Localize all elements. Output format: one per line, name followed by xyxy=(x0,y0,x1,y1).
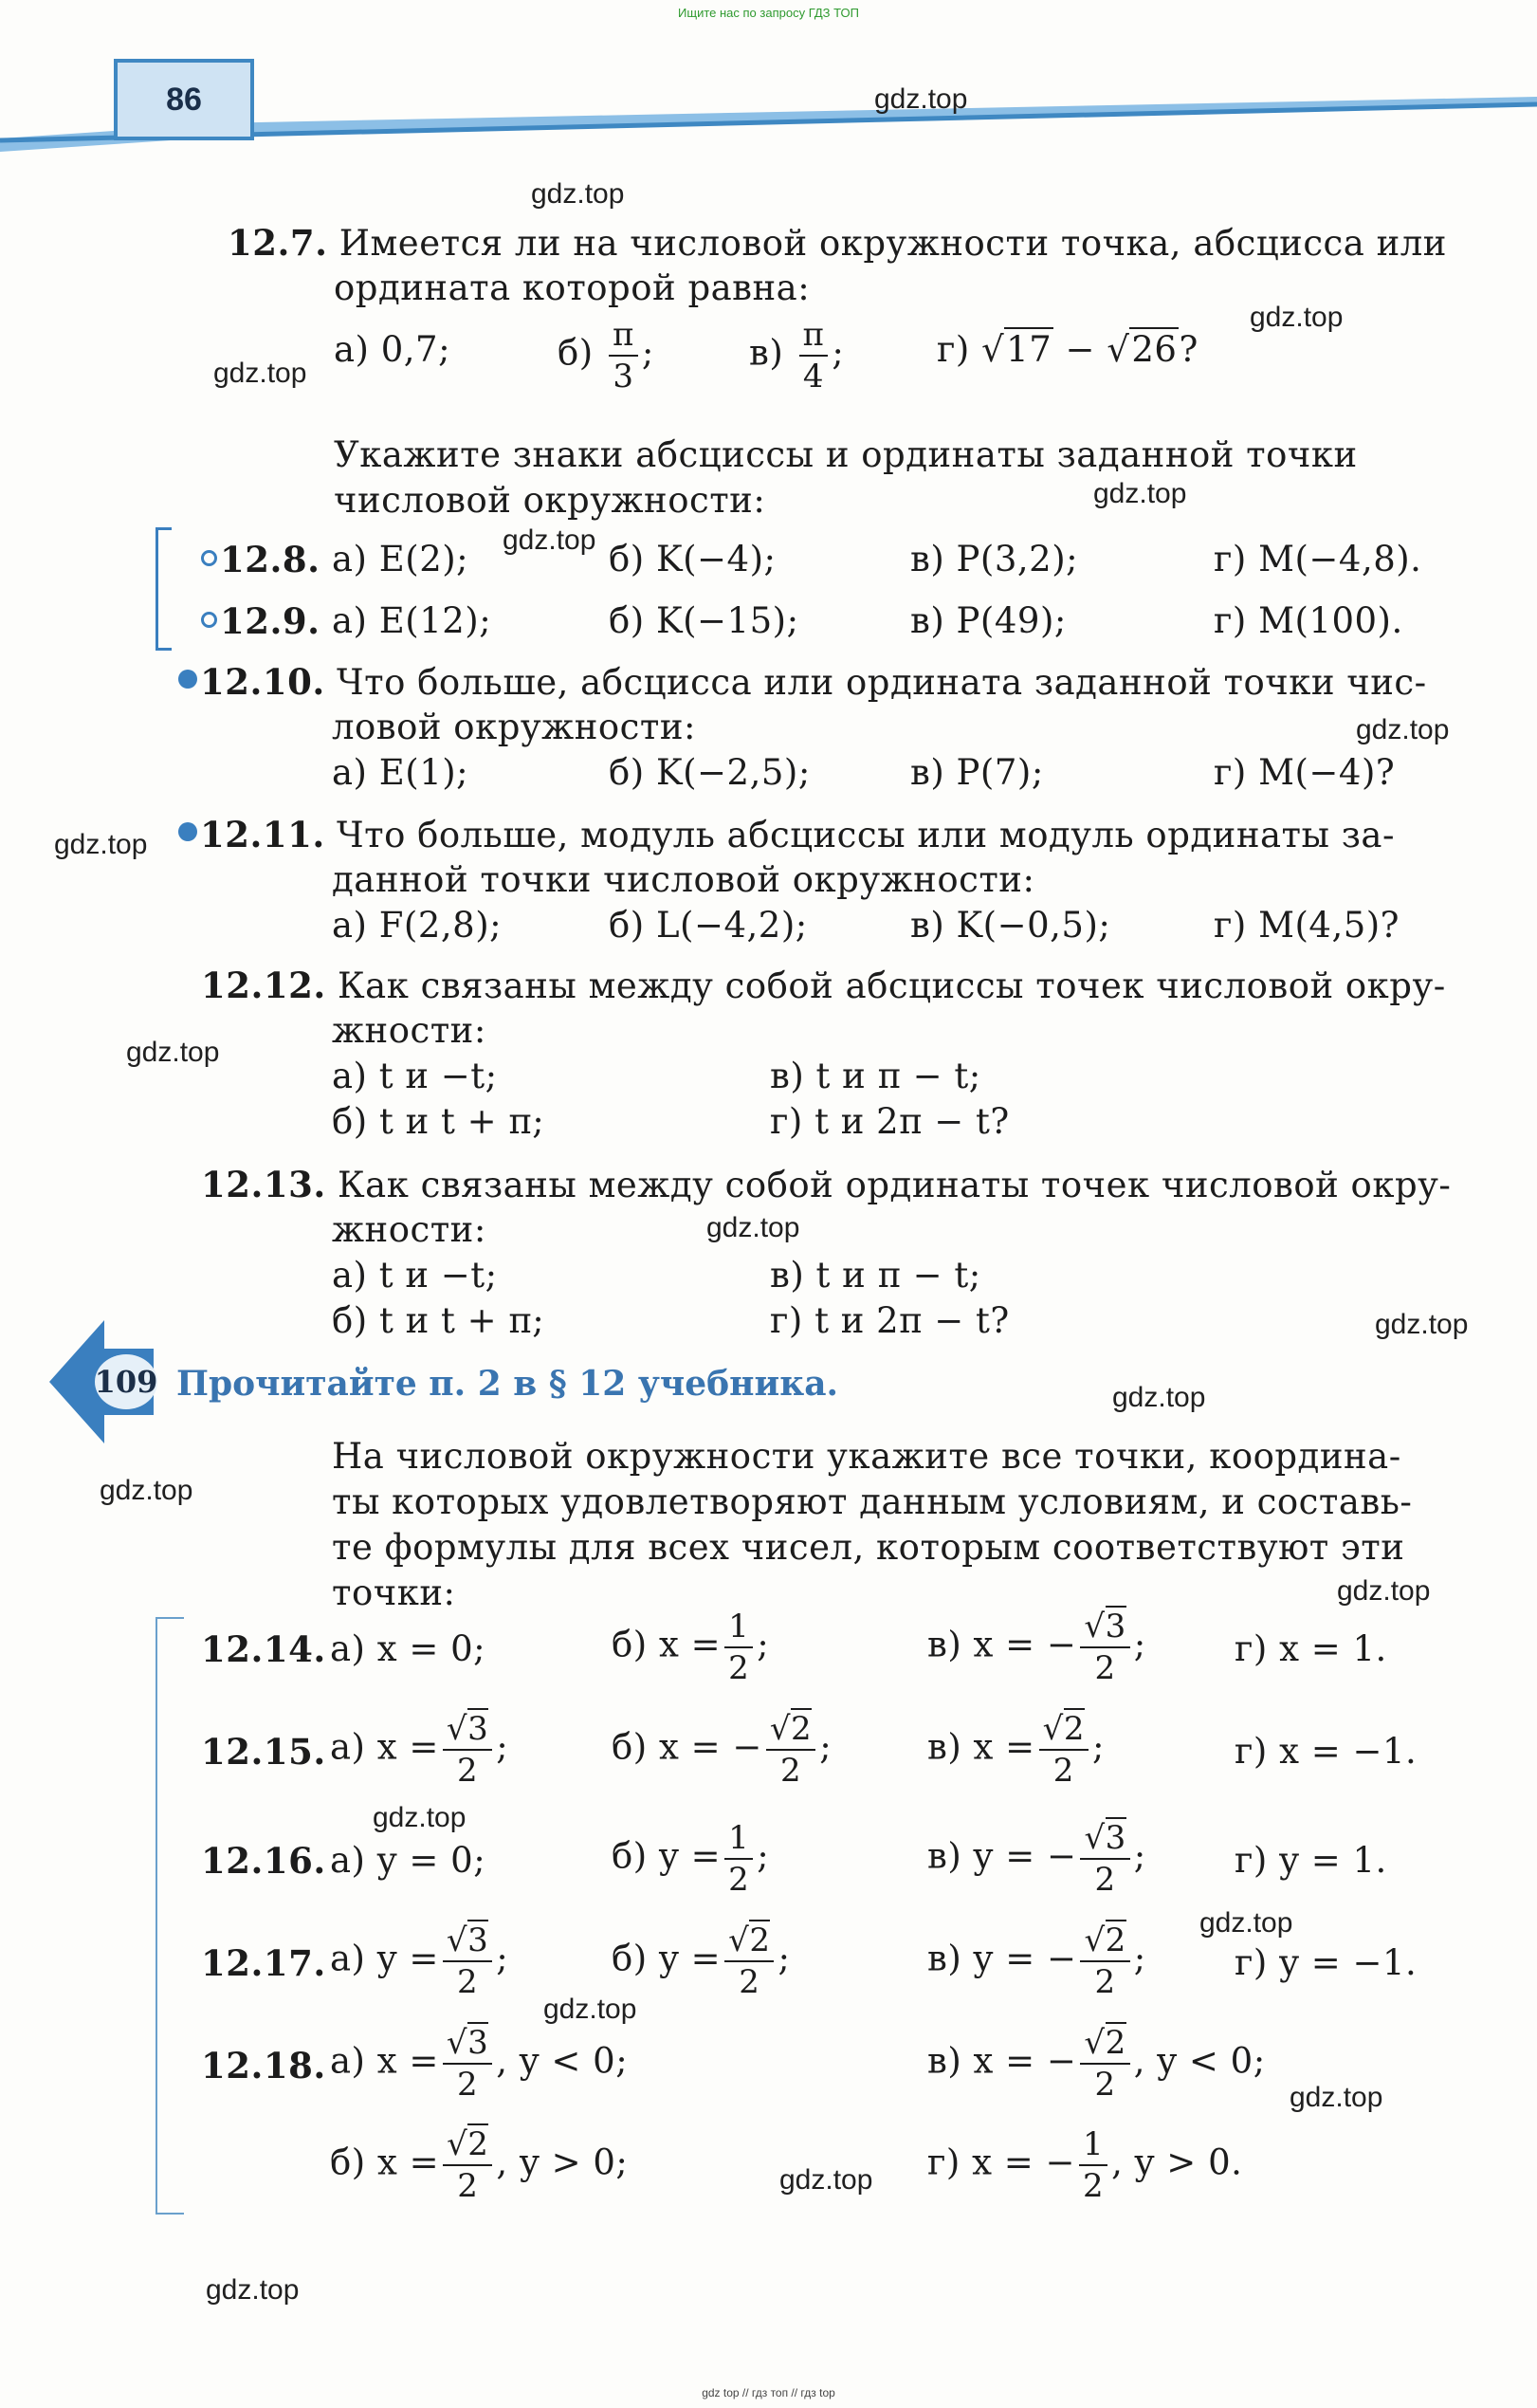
watermark: gdz.top xyxy=(1290,2082,1383,2113)
denominator: 4 xyxy=(802,358,825,395)
option-g: г) x = −1. xyxy=(1235,1731,1418,1772)
option-label: б) x = xyxy=(612,1624,722,1665)
punctuation: ; xyxy=(1133,1938,1146,1979)
watermark: gdz.top xyxy=(503,524,596,556)
option-b xyxy=(612,1819,770,1899)
denominator: 2 xyxy=(739,1963,760,2001)
option-a: а) t и −t; xyxy=(332,1056,498,1096)
denominator: 2 xyxy=(457,2167,479,2205)
option-label: б) x = − xyxy=(612,1726,762,1768)
watermark: gdz.top xyxy=(1112,1382,1206,1413)
fraction xyxy=(1039,1710,1089,1790)
option-a: а) F(2,8); xyxy=(332,905,503,946)
level-dot-icon xyxy=(178,822,197,841)
problem-12-18-number xyxy=(201,2043,326,2089)
watermark: gdz.top xyxy=(1375,1309,1469,1340)
fraction xyxy=(443,1710,492,1790)
punctuation: ; xyxy=(757,1835,770,1877)
option-b xyxy=(612,1608,770,1687)
problem-number: 12.13. xyxy=(201,1164,326,1205)
fraction xyxy=(1080,1819,1129,1899)
problem-12-7-answers-a: а) 0,7; xyxy=(334,329,451,370)
numerator: √2 xyxy=(1039,1713,1089,1751)
option-a: а) E(2); xyxy=(332,539,469,579)
problem-text: Как связаны между собой ординаты точек числовой окру- xyxy=(338,1165,1452,1205)
watermark: gdz.top xyxy=(1250,302,1344,333)
fraction xyxy=(766,1710,815,1790)
condition: , y < 0; xyxy=(496,2040,629,2082)
sqrt: √17 xyxy=(981,329,1052,370)
intro-coords-line2: ты которых удовлетворяют данным условиям, и составь- xyxy=(332,1481,1413,1522)
problem-number: 12.8. xyxy=(220,539,320,580)
option-label: б) xyxy=(558,332,594,374)
punctuation: ; xyxy=(757,1624,770,1665)
radicand: 26 xyxy=(1131,329,1178,370)
denominator: 2 xyxy=(1094,1649,1116,1687)
option-label: в) y = − xyxy=(927,1938,1077,1979)
option-label: в) x = − xyxy=(927,2040,1077,2082)
option-a: а) t и −t; xyxy=(332,1255,498,1296)
option-v: в) K(−0,5); xyxy=(910,905,1111,946)
denominator: 2 xyxy=(728,1861,750,1899)
option-b: б) K(−15); xyxy=(609,600,799,641)
radicand: 2 xyxy=(749,1921,771,1959)
problem-12-9-number xyxy=(201,598,320,645)
option-b xyxy=(330,2125,629,2205)
radicand: 3 xyxy=(1105,1819,1126,1857)
watermark: gdz.top xyxy=(126,1037,220,1068)
problem-12-12-line1 xyxy=(201,963,1446,1009)
problem-12-7-line2: ордината которой равна: xyxy=(334,267,811,308)
watermark: gdz.top xyxy=(1199,1907,1293,1939)
option-label: г) xyxy=(937,329,970,370)
problem-12-8-number xyxy=(201,537,320,583)
denominator: 2 xyxy=(779,1752,802,1790)
intro-coords-line3: те формулы для всех чисел, которым соответствуют эти xyxy=(332,1527,1405,1568)
option-label: а) x = xyxy=(330,2040,439,2082)
problem-number: 12.18. xyxy=(201,2045,326,2086)
option-b xyxy=(612,1710,833,1790)
numerator: √2 xyxy=(766,1713,815,1751)
fraction xyxy=(724,1921,774,2001)
level-dot-icon xyxy=(178,670,197,689)
option-g xyxy=(927,2125,1243,2205)
radicand: 2 xyxy=(1105,2024,1126,2062)
denominator: 2 xyxy=(1094,1861,1116,1899)
option-g: г) M(100). xyxy=(1214,600,1403,641)
watermark: gdz.top xyxy=(213,358,307,389)
numerator: 1 xyxy=(724,1610,753,1648)
option-b: б) K(−2,5); xyxy=(609,752,811,793)
watermark: gdz.top xyxy=(779,2164,873,2196)
option-a xyxy=(330,1921,509,2001)
numerator: π xyxy=(609,319,638,357)
option-v xyxy=(927,1710,1105,1790)
option-v xyxy=(927,2024,1266,2104)
numerator: √3 xyxy=(443,2027,492,2065)
problem-number: 12.14. xyxy=(201,1628,326,1670)
option-g: г) M(−4,8). xyxy=(1214,539,1422,579)
section-reference: Прочитайте п. 2 в § 12 учебника. xyxy=(176,1364,839,1404)
denominator: 2 xyxy=(1094,1963,1116,2001)
punctuation: ; xyxy=(778,1938,791,1979)
option-b: б) K(−4); xyxy=(609,539,777,579)
option-a: а) x = 0; xyxy=(330,1628,486,1669)
option-v: в) P(49); xyxy=(910,600,1067,641)
fraction xyxy=(443,2024,492,2104)
watermark: gdz.top xyxy=(206,2274,300,2306)
fraction xyxy=(1080,1608,1129,1687)
problem-12-10-line1 xyxy=(178,659,1427,706)
option-g: г) x = 1. xyxy=(1235,1628,1387,1669)
fraction xyxy=(609,316,638,395)
punctuation: ? xyxy=(1179,329,1198,370)
fraction xyxy=(799,316,829,395)
problem-12-17-number xyxy=(201,1940,326,1987)
radicand: 3 xyxy=(467,2024,489,2062)
option-label: в) x = − xyxy=(927,1624,1077,1665)
problem-12-14-number xyxy=(201,1627,326,1673)
punctuation: ; xyxy=(1133,1835,1146,1877)
intro-signs-line1: Укажите знаки абсциссы и ординаты заданной точки xyxy=(334,434,1358,475)
watermark: gdz.top xyxy=(706,1212,800,1243)
problem-number: 12.17. xyxy=(201,1942,326,1984)
problem-text: Что больше, модуль абсциссы или модуль ординаты за- xyxy=(337,815,1395,855)
intro-coords-line4: точки: xyxy=(332,1572,456,1613)
punctuation: ; xyxy=(641,332,654,374)
problem-text: Что больше, абсцисса или ордината заданной точки чис- xyxy=(337,662,1427,703)
option-label: в) y = − xyxy=(927,1835,1077,1877)
condition: , y > 0. xyxy=(1111,2141,1243,2183)
problem-number: 12.11. xyxy=(200,814,325,855)
problem-12-7-answers-b xyxy=(558,316,654,395)
numerator: 1 xyxy=(724,1822,753,1860)
problem-12-11-line1 xyxy=(178,812,1395,858)
group-bracket xyxy=(156,527,172,651)
radicand: 3 xyxy=(467,1710,489,1748)
numerator: √2 xyxy=(1080,2027,1129,2065)
option-label: в) x = xyxy=(927,1726,1035,1768)
radicand: 2 xyxy=(467,2125,489,2163)
section-badge-number: 109 xyxy=(95,1354,157,1409)
watermark: gdz.top xyxy=(1093,478,1187,509)
option-v: в) P(3,2); xyxy=(910,539,1079,579)
problem-number: 12.15. xyxy=(201,1731,326,1773)
option-a xyxy=(330,2024,629,2104)
sqrt: √26 xyxy=(1107,329,1178,370)
fraction xyxy=(724,1819,753,1899)
option-b: б) t и t + π; xyxy=(332,1101,545,1142)
radicand: 2 xyxy=(1105,1921,1126,1959)
denominator: 2 xyxy=(456,1752,479,1790)
problem-12-11-line2: данной точки числовой окружности: xyxy=(332,859,1035,900)
option-v: в) P(7); xyxy=(910,752,1044,793)
denominator: 2 xyxy=(1052,1752,1074,1790)
problem-12-13-line1 xyxy=(201,1162,1451,1208)
problem-12-7-line1 xyxy=(228,220,1447,267)
watermark: gdz.top xyxy=(1356,714,1450,745)
bottom-note: gdz top // гдз топ // гдз top xyxy=(702,2386,835,2399)
numerator: √2 xyxy=(724,1924,774,1962)
punctuation: ; xyxy=(819,1726,833,1768)
numerator: √2 xyxy=(1080,1924,1129,1962)
numerator: π xyxy=(799,319,829,357)
fraction xyxy=(1080,2024,1129,2104)
level-circle-icon xyxy=(201,612,217,628)
condition: , y < 0; xyxy=(1133,2040,1266,2082)
punctuation: ; xyxy=(1091,1726,1105,1768)
intro-signs-line2: числовой окружности: xyxy=(334,480,766,521)
problem-12-12-line2: жности: xyxy=(332,1010,486,1051)
watermark: gdz.top xyxy=(1337,1575,1431,1607)
page-number: 86 xyxy=(114,59,254,140)
punctuation: ; xyxy=(832,332,845,374)
option-g: г) y = 1. xyxy=(1235,1840,1387,1881)
option-a: а) E(1); xyxy=(332,752,469,793)
radicand: 2 xyxy=(1063,1710,1085,1748)
problem-12-7-answers-v xyxy=(749,316,845,395)
numerator: √3 xyxy=(1080,1822,1129,1860)
problem-number: 12.12. xyxy=(201,965,326,1006)
numerator: √3 xyxy=(443,1713,492,1751)
problem-12-13-line2: жности: xyxy=(332,1209,486,1250)
radicand: 2 xyxy=(791,1710,813,1748)
level-circle-icon xyxy=(201,550,217,566)
watermark: gdz.top xyxy=(531,178,625,210)
denominator: 2 xyxy=(456,2066,479,2104)
watermark: gdz.top xyxy=(543,1994,637,2025)
denominator: 3 xyxy=(613,358,634,395)
option-label: г) x = − xyxy=(927,2141,1075,2183)
option-label: б) y = xyxy=(612,1938,722,1979)
punctuation: ; xyxy=(496,1938,509,1979)
option-g: г) y = −1. xyxy=(1235,1942,1418,1983)
option-g: г) M(4,5)? xyxy=(1214,905,1400,946)
denominator: 2 xyxy=(457,1963,479,2001)
option-v: в) t и π − t; xyxy=(770,1056,981,1096)
minus-sign: − xyxy=(1065,329,1096,370)
problem-12-10-line2: ловой окружности: xyxy=(332,707,696,747)
denominator: 2 xyxy=(728,1649,750,1687)
radicand: 3 xyxy=(467,1921,489,1959)
fraction xyxy=(1079,2125,1107,2205)
option-a: а) y = 0; xyxy=(330,1840,486,1881)
option-b: б) t и t + π; xyxy=(332,1300,545,1341)
option-v xyxy=(927,1921,1146,2001)
radicand: 3 xyxy=(1105,1608,1126,1645)
problem-text: Имеется ли на числовой окружности точка, абсцисса или xyxy=(339,223,1447,264)
fraction xyxy=(724,1608,753,1687)
punctuation: ; xyxy=(496,1726,509,1768)
option-label: б) x = xyxy=(330,2141,440,2183)
problem-12-16-number xyxy=(201,1838,326,1884)
option-g: г) t и 2π − t? xyxy=(770,1101,1010,1142)
option-v xyxy=(927,1608,1146,1687)
problem-text: Как связаны между собой абсциссы точек числовой окру- xyxy=(338,965,1446,1006)
intro-coords-line1: На числовой окружности укажите все точки, координа- xyxy=(332,1436,1401,1477)
numerator: √2 xyxy=(443,2128,492,2166)
top-note: Ищите нас по запросу ГДЗ ТОП xyxy=(678,6,859,20)
fraction xyxy=(1080,1921,1129,2001)
group-bracket xyxy=(156,1617,184,2215)
watermark: gdz.top xyxy=(54,829,148,860)
option-g: г) t и 2π − t? xyxy=(770,1300,1010,1341)
option-b: б) L(−4,2); xyxy=(609,905,808,946)
watermark: gdz.top xyxy=(100,1475,193,1506)
problem-number: 12.7. xyxy=(228,222,328,264)
fraction xyxy=(443,2125,492,2205)
option-label: а) x = xyxy=(330,1726,439,1768)
option-a xyxy=(330,1710,509,1790)
option-v: в) t и π − t; xyxy=(770,1255,981,1296)
option-a: а) E(12); xyxy=(332,600,492,641)
numerator: √3 xyxy=(443,1924,492,1962)
watermark: gdz.top xyxy=(373,1802,467,1833)
fraction xyxy=(443,1921,492,2001)
problem-12-7-answers-g xyxy=(937,327,1198,373)
condition: , y > 0; xyxy=(496,2141,629,2183)
option-g: г) M(−4)? xyxy=(1214,752,1396,793)
radicand: 17 xyxy=(1006,329,1052,370)
option-label: б) y = xyxy=(612,1835,722,1877)
problem-12-15-number xyxy=(201,1729,326,1775)
watermark: gdz.top xyxy=(874,83,968,115)
numerator: 1 xyxy=(1079,2128,1107,2166)
numerator: √3 xyxy=(1080,1610,1129,1648)
problem-number: 12.9. xyxy=(220,600,320,642)
denominator: 2 xyxy=(1082,2167,1105,2205)
problem-number: 12.10. xyxy=(200,661,325,703)
option-v xyxy=(927,1819,1146,1899)
option-label: а) y = xyxy=(330,1938,439,1979)
denominator: 2 xyxy=(1094,2066,1116,2104)
option-label: в) xyxy=(749,332,784,374)
option-b xyxy=(612,1921,791,2001)
problem-number: 12.16. xyxy=(201,1840,326,1882)
punctuation: ; xyxy=(1133,1624,1146,1665)
